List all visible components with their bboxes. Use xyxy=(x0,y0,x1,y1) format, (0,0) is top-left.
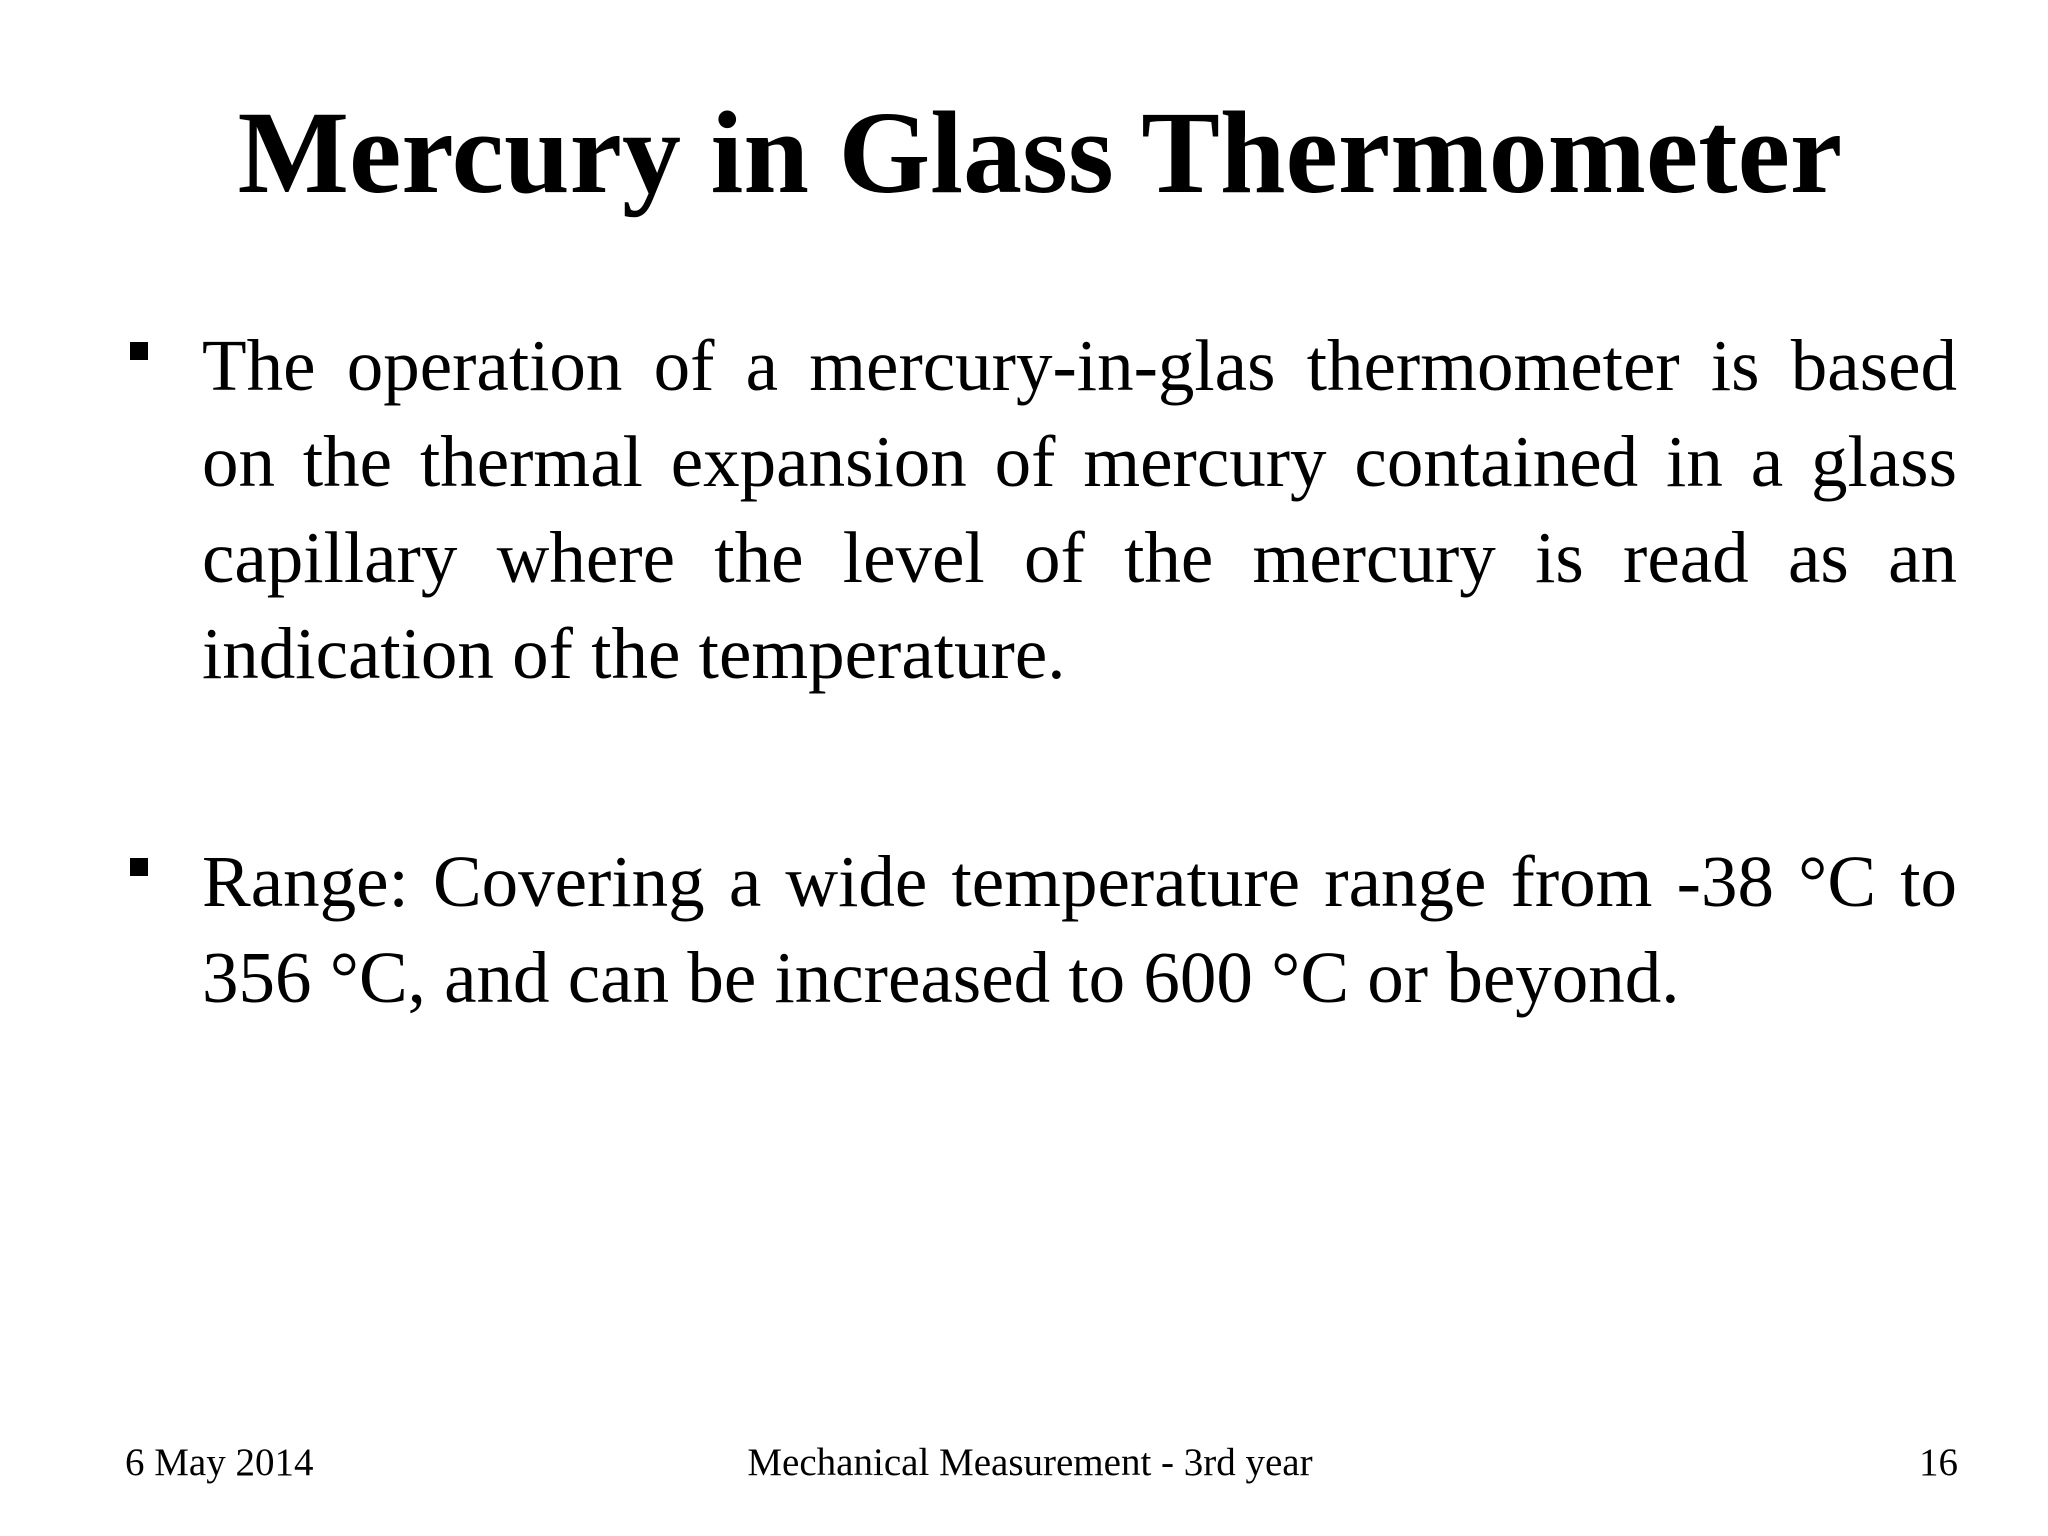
slide-title: Mercury in Glass Thermometer xyxy=(237,87,1843,218)
bullet-item xyxy=(125,834,1957,1026)
square-bullet-icon xyxy=(130,858,148,876)
slide-footer xyxy=(0,1438,2048,1488)
square-bullet-icon xyxy=(130,342,148,360)
footer-course-title: Mechanical Measurement - 3rd year xyxy=(747,1441,1313,1484)
bullet-item xyxy=(125,318,1957,702)
bullet-text: The operation of a mercury-in-glas thermometer is based on the thermal expansion of mercury contained in a glass capillary where the level of the mercury is read as an indication of the temperature. xyxy=(202,325,1957,694)
slide-page-number: 16 xyxy=(1919,1441,1958,1484)
footer-date: 6 May 2014 xyxy=(125,1441,314,1484)
bullet-text: Range: Covering a wide temperature range from -38 °C to 356 °C, and can be increased to 600 °C or beyond. xyxy=(202,841,1957,1018)
